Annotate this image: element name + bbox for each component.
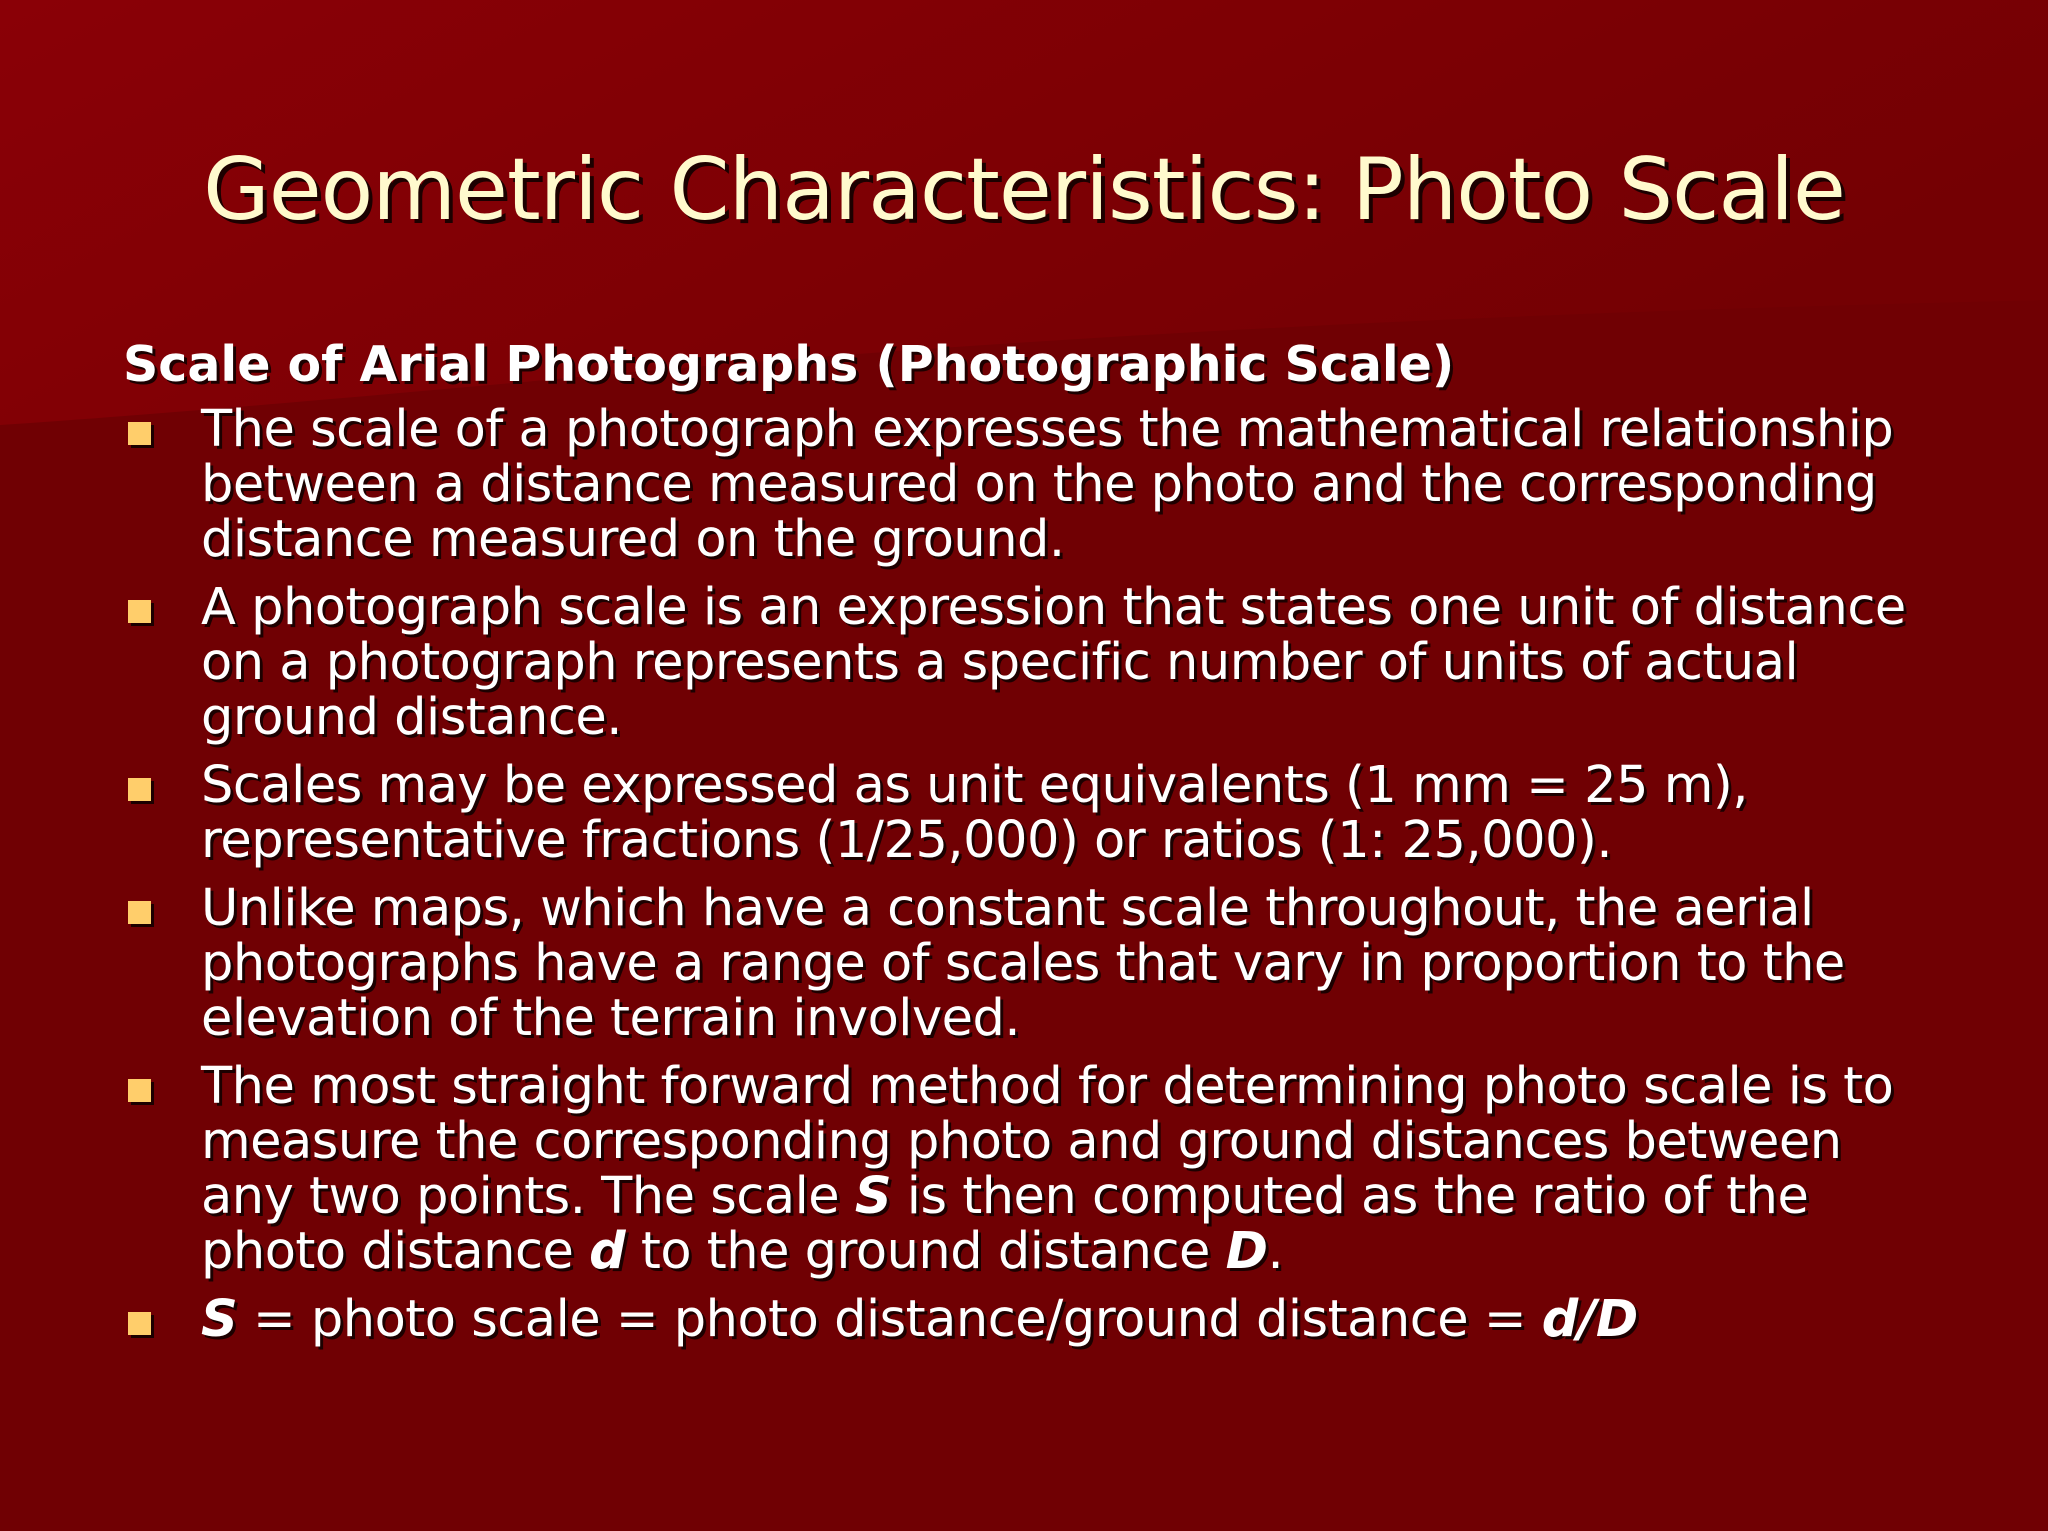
square-bullet-icon bbox=[128, 901, 151, 924]
bullet-text-line: A photograph scale is an expression that states one unit of distance bbox=[201, 578, 1906, 637]
text-segment: any two points. The scale bbox=[201, 1167, 855, 1226]
bullet-text-line: Unlike maps, which have a constant scale throughout, the aerial bbox=[201, 879, 1814, 938]
bullet-item-scale-formats bbox=[123, 758, 1983, 868]
variable-d: d bbox=[589, 1222, 626, 1281]
variable-s: S bbox=[201, 1290, 238, 1349]
bullet-item-scale-formula bbox=[123, 1292, 1983, 1347]
bullet-list bbox=[123, 402, 1983, 1347]
bullet-text-line: elevation of the terrain involved. bbox=[201, 989, 1021, 1048]
bullet-text-line: ground distance. bbox=[201, 688, 622, 747]
square-bullet-icon bbox=[128, 422, 151, 445]
text-segment: photo distance bbox=[201, 1222, 590, 1281]
text-segment: to the ground distance bbox=[625, 1222, 1226, 1281]
text-segment: is then computed as the ratio of the bbox=[891, 1167, 1809, 1226]
variable-s: S bbox=[854, 1167, 892, 1226]
formula-text: = photo scale = photo distance/ground distance = bbox=[237, 1290, 1542, 1349]
square-bullet-icon bbox=[128, 1312, 151, 1335]
bullet-item-scale-method bbox=[123, 1059, 1983, 1279]
bullet-text-line: The scale of a photograph expresses the mathematical relationship bbox=[201, 400, 1894, 459]
bullet-text-line: on a photograph represents a specific number of units of actual bbox=[201, 633, 1799, 692]
bullet-text-line bbox=[201, 1169, 1983, 1224]
bullet-item-scale-expression bbox=[123, 580, 1983, 745]
bullet-text-line: between a distance measured on the photo and the corresponding bbox=[201, 455, 1877, 514]
bullet-item-scale-definition bbox=[123, 402, 1983, 567]
bullet-text-line: measure the corresponding photo and ground distances between bbox=[201, 1112, 1842, 1171]
bullet-text-line: distance measured on the ground. bbox=[201, 510, 1065, 569]
bullet-item-scale-variation bbox=[123, 881, 1983, 1046]
square-bullet-icon bbox=[128, 600, 151, 623]
square-bullet-icon bbox=[128, 1079, 151, 1102]
variable-big-d: D bbox=[1225, 1222, 1268, 1281]
bullet-text-line: representative fractions (1/25,000) or ratios (1: 25,000). bbox=[201, 811, 1613, 870]
square-bullet-icon bbox=[128, 778, 151, 801]
section-subheading: Scale of Arial Photographs (Photographic Scale) bbox=[123, 336, 1455, 393]
bullet-text-line bbox=[201, 1224, 1983, 1279]
bullet-text-line: The most straight forward method for determining photo scale is to bbox=[201, 1057, 1894, 1116]
formula-line bbox=[201, 1292, 1983, 1347]
slide-content bbox=[123, 334, 1983, 1347]
bullet-text-line: Scales may be expressed as unit equivalents (1 mm = 25 m), bbox=[201, 756, 1748, 815]
text-segment: . bbox=[1267, 1222, 1284, 1281]
bullet-text-line: photographs have a range of scales that vary in proportion to the bbox=[201, 934, 1845, 993]
variable-d-over-big-d: d/D bbox=[1541, 1290, 1638, 1349]
slide-title: Geometric Characteristics: Photo Scale bbox=[203, 140, 1845, 240]
